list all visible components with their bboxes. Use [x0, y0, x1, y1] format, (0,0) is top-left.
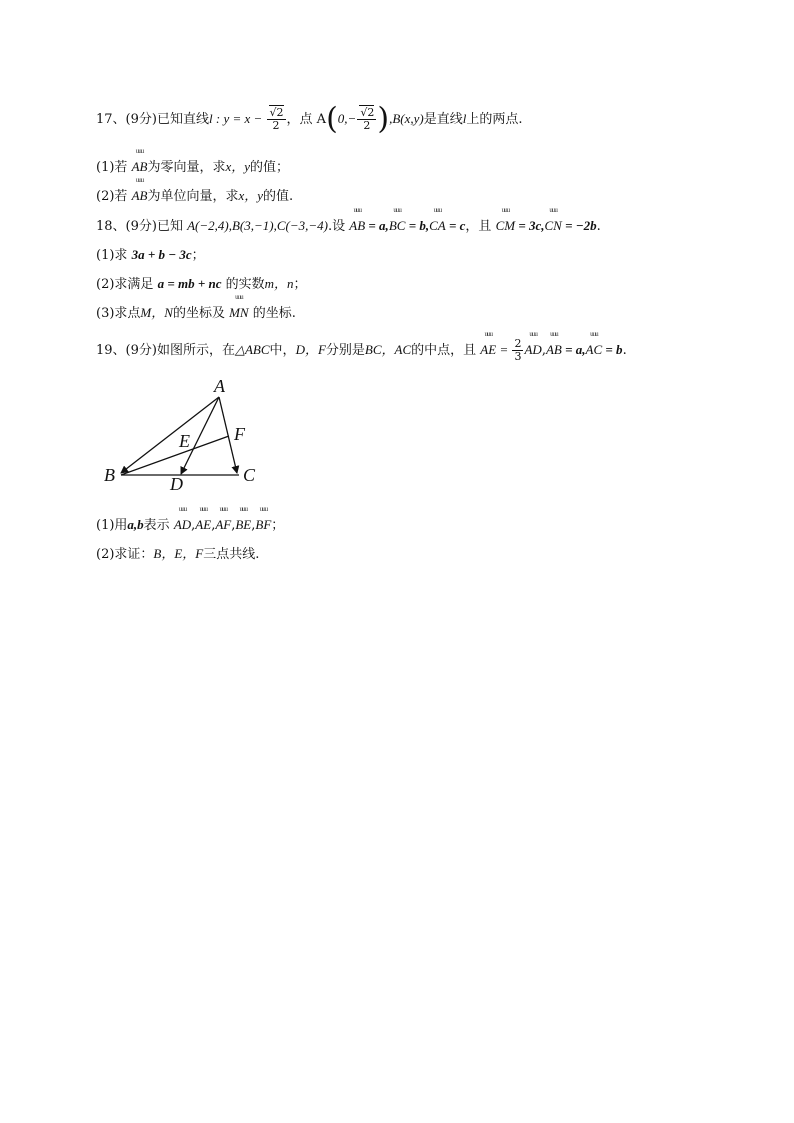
label-A: A	[214, 378, 225, 396]
q19-frac-2-3: $\frac{2}{3}$	[514, 337, 522, 363]
q19-part1: (1)用a,b表示 uuu AD,uuu AE,uuu AF,uuu BE,uuu BF；	[96, 515, 284, 536]
segment-BF	[121, 436, 229, 475]
label-B: B	[104, 465, 115, 485]
label-C: C	[243, 465, 256, 485]
label-E: E	[179, 431, 190, 451]
q18-part3: (3)求点M，N的坐标及 uuu MN 的坐标.	[96, 303, 296, 324]
q17-frac-sqrt2-over-2: $\frac{√2}{2}$	[267, 107, 286, 132]
q17-part2: (2)若 uuu AB为单位向量，求x，y的值.	[96, 186, 293, 207]
segment-AB	[121, 397, 219, 473]
q18-stem: 18、(9分)已知 A(−2,4),B(3,−1),C(−3,−4).设 uuu AB = a,uuu BC = b,uuu CA = c，且 uuu CM = 3c,uuu CN = −2b.	[96, 216, 601, 237]
q19-stem: 19、(9分)如图所示，在△ABC中，D，F分别是BC，AC的中点，且 uuu AE = $\frac{2}{3}$ uuu AD,uuu AB = a,uuu AC = b.	[96, 338, 627, 363]
q17-frac-sqrt2-over-2-b: $\frac{√2}{2}$	[357, 107, 376, 132]
q19-part2: (2)求证：B，E，F三点共线.	[96, 546, 260, 562]
q18-part1: (1)求 3a + b − 3c；	[96, 247, 205, 263]
triangle-figure	[100, 378, 270, 498]
q17-stem: 17、(9分)已知直线l : y = x − $\frac{√2}{2}$ ，点 A(0,− $\frac{√2}{2}$ ),B(x,y)是直线l上的两点.	[96, 101, 523, 137]
label-F: F	[234, 424, 245, 444]
label-D: D	[170, 474, 183, 494]
q18-part2: (2)求满足 a = mb + nc 的实数m，n；	[96, 276, 307, 292]
q17-part1: (1)若 uuu AB为零向量，求x，y的值；	[96, 157, 289, 178]
